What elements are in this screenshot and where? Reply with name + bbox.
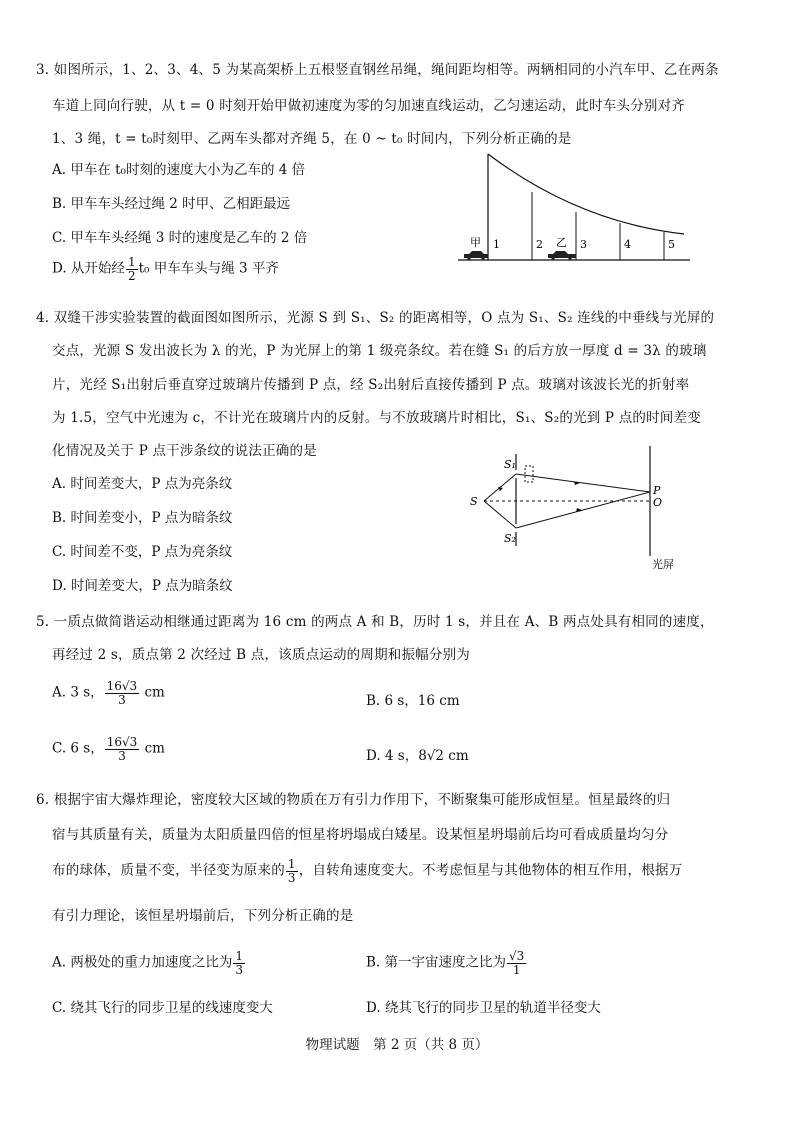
q4-stem-line-5: 化情况及关于 P 点干涉条纹的说法正确的是 xyxy=(52,443,317,459)
q5-option-a xyxy=(52,680,165,706)
q3-option-c: C. 甲车车头经绳 3 时的速度是乙车的 2 倍 xyxy=(52,230,308,246)
q3-stem-line-1: 3. 如图所示，1、2、3、4、5 为某高架桥上五根竖直钢丝吊绳，绳间距均相等。两辆相同的小汽车甲、乙在两条 xyxy=(36,62,719,78)
q4-option-a: A. 时间差变大，P 点为亮条纹 xyxy=(52,476,233,492)
q5-option-a-den: 3 xyxy=(118,692,126,707)
q5-stem-line-2: 再经过 2 s，质点第 2 次经过 B 点，该质点运动的周期和振幅分别为 xyxy=(52,647,470,663)
q5-stem-line-1: 5. 一质点做简谐运动相继通过距离为 16 cm 的两点 A 和 B，历时 1 s，并且在 A、B 两点处具有相同的速度， xyxy=(36,614,714,630)
q5-option-c xyxy=(52,736,165,762)
q3-car-b-label: 乙 xyxy=(556,236,567,249)
q6-option-d: D. 绕其飞行的同步卫星的轨道半径变大 xyxy=(366,1000,601,1016)
q6-option-b-den: 1 xyxy=(512,962,521,977)
q5-option-d: D. 4 s，8√2 cm xyxy=(366,748,469,764)
q3-stem-line-3: 1、3 绳，t = t₀时刻甲、乙两车头都对齐绳 5，在 0 ~ t₀ 时间内，下列分析正确的是 xyxy=(52,131,572,147)
q4-glass-plate xyxy=(525,466,533,482)
q6-option-a-fraction xyxy=(233,950,245,976)
q6-option-b-fraction xyxy=(507,950,526,976)
q6-option-c: C. 绕其飞行的同步卫星的线速度变大 xyxy=(52,1000,273,1016)
q4-label-screen: 光屏 xyxy=(652,558,674,570)
q3-rope-label-2: 2 xyxy=(536,238,543,251)
q3-car-a-icon xyxy=(464,251,488,261)
q6-line3-den: 3 xyxy=(287,870,296,885)
q3-option-d-prefix: D. 从开始经 xyxy=(52,260,125,277)
q5-option-b: B. 6 s，16 cm xyxy=(366,693,460,709)
q3-option-d-fraction xyxy=(126,256,138,282)
q4-option-c: C. 时间差不变，P 点为亮条纹 xyxy=(52,544,233,560)
q3-option-a: A. 甲车在 t₀时刻的速度大小为乙车的 4 倍 xyxy=(52,162,306,178)
q4-label-s1: S₁ xyxy=(504,458,516,471)
q4-ray-s2-p xyxy=(516,492,650,528)
q4-ray-s1-p xyxy=(516,474,650,492)
q6-stem-line-3 xyxy=(52,858,682,884)
q4-option-d: D. 时间差变大，P 点为暗条纹 xyxy=(52,578,233,594)
q5-option-c-fraction xyxy=(105,736,140,762)
q6-stem-line-4: 有引力理论，该恒星坍塌前后，下列分析正确的是 xyxy=(52,908,354,924)
q3-rope-label-3: 3 xyxy=(580,238,587,251)
q6-line3-num: 1 xyxy=(287,857,296,871)
q6-option-b-prefix: B. 第一宇宙速度之比为 xyxy=(366,954,507,971)
q6-line3-prefix: 布的球体，质量不变，半径变为原来的 xyxy=(52,862,285,879)
q6-line3-fraction xyxy=(286,858,298,884)
q6-option-a xyxy=(52,950,246,976)
q5-option-c-num: 16√3 xyxy=(106,735,138,749)
q3-car-a-label: 甲 xyxy=(470,236,481,249)
q5-option-a-prefix: A. 3 s， xyxy=(52,684,104,701)
q6-stem-line-2: 宿与其质量有关，质量为太阳质量四倍的恒星将坍塌成白矮星。设某恒星坍塌前后均可看成质量均匀分 xyxy=(52,827,669,843)
q3-option-b: B. 甲车车头经过绳 2 时甲、乙相距最远 xyxy=(52,196,291,212)
q6-option-b xyxy=(366,950,527,976)
q3-rope-label-4: 4 xyxy=(624,238,631,251)
q4-stem-line-3: 片，光经 S₁出射后垂直穿过玻璃片传播到 P 点，经 S₂出射后直接传播到 P 点。玻璃对该波长光的折射率 xyxy=(52,377,690,393)
q3-option-d-fraction-den: 2 xyxy=(127,268,136,283)
q4-label-s: S xyxy=(470,495,478,508)
q6-option-a-prefix: A. 两极处的重力加速度之比为 xyxy=(52,954,233,971)
q4-ray-s-s2 xyxy=(484,501,516,528)
q5-option-a-num: 16√3 xyxy=(106,679,138,693)
q3-rope-label-1: 1 xyxy=(493,238,500,251)
q6-line3-suffix: ，自转角速度变大。不考虑恒星与其他物体的相互作用，根据万 xyxy=(298,862,683,879)
q3-option-d xyxy=(52,256,279,282)
q3-option-d-suffix: t₀ 甲车车头与绳 3 平齐 xyxy=(138,260,279,277)
q4-option-b: B. 时间差变小，P 点为暗条纹 xyxy=(52,510,233,526)
page-footer: 物理试题 第 2 页（共 8 页） xyxy=(305,1037,489,1053)
q4-label-p: P xyxy=(653,484,661,497)
q3-option-d-fraction-num: 1 xyxy=(127,255,136,269)
q3-stem-line-2: 车道上同向行驶，从 t = 0 时刻开始甲做初速度为零的匀加速直线运动，乙匀速运动，此时车头分别对齐 xyxy=(52,98,685,114)
q3-car-b-icon xyxy=(548,251,576,261)
q6-stem-line-1: 6. 根据宇宙大爆炸理论，密度较大区域的物质在万有引力作用下，不断聚集可能形成恒星。恒星最终的归 xyxy=(36,792,671,808)
q4-label-o: O xyxy=(653,496,663,509)
q5-option-a-unit: cm xyxy=(144,684,165,701)
q3-bridge-figure xyxy=(458,152,690,268)
q4-double-slit-figure xyxy=(464,446,696,570)
q6-option-b-num: √3 xyxy=(509,949,525,963)
q3-main-cable xyxy=(488,154,684,234)
q5-option-c-den: 3 xyxy=(118,748,126,763)
q6-option-a-num: 1 xyxy=(235,949,243,963)
q5-option-c-unit: cm xyxy=(144,740,165,757)
q3-rope-label-5: 5 xyxy=(668,238,675,251)
q4-label-s2: S₂ xyxy=(504,532,516,545)
q4-stem-line-1: 4. 双缝干涉实验装置的截面图如图所示，光源 S 到 S₁、S₂ 的距离相等，O 点为 S₁、S₂ 连线的中垂线与光屏的 xyxy=(36,310,715,326)
q4-stem-line-2: 交点，光源 S 发出波长为 λ 的光，P 为光屏上的第 1 级亮条纹。若在缝 S₁ 的后方放一厚度 d = 3λ 的玻璃 xyxy=(52,343,707,359)
q5-option-a-fraction xyxy=(105,680,140,706)
q4-stem-line-4: 为 1.5，空气中光速为 c，不计光在玻璃片内的反射。与不放玻璃片时相比，S₁、S₂的光到 P 点的时间差变 xyxy=(52,410,701,426)
q6-option-a-den: 3 xyxy=(235,962,243,977)
q5-option-c-prefix: C. 6 s， xyxy=(52,740,104,757)
